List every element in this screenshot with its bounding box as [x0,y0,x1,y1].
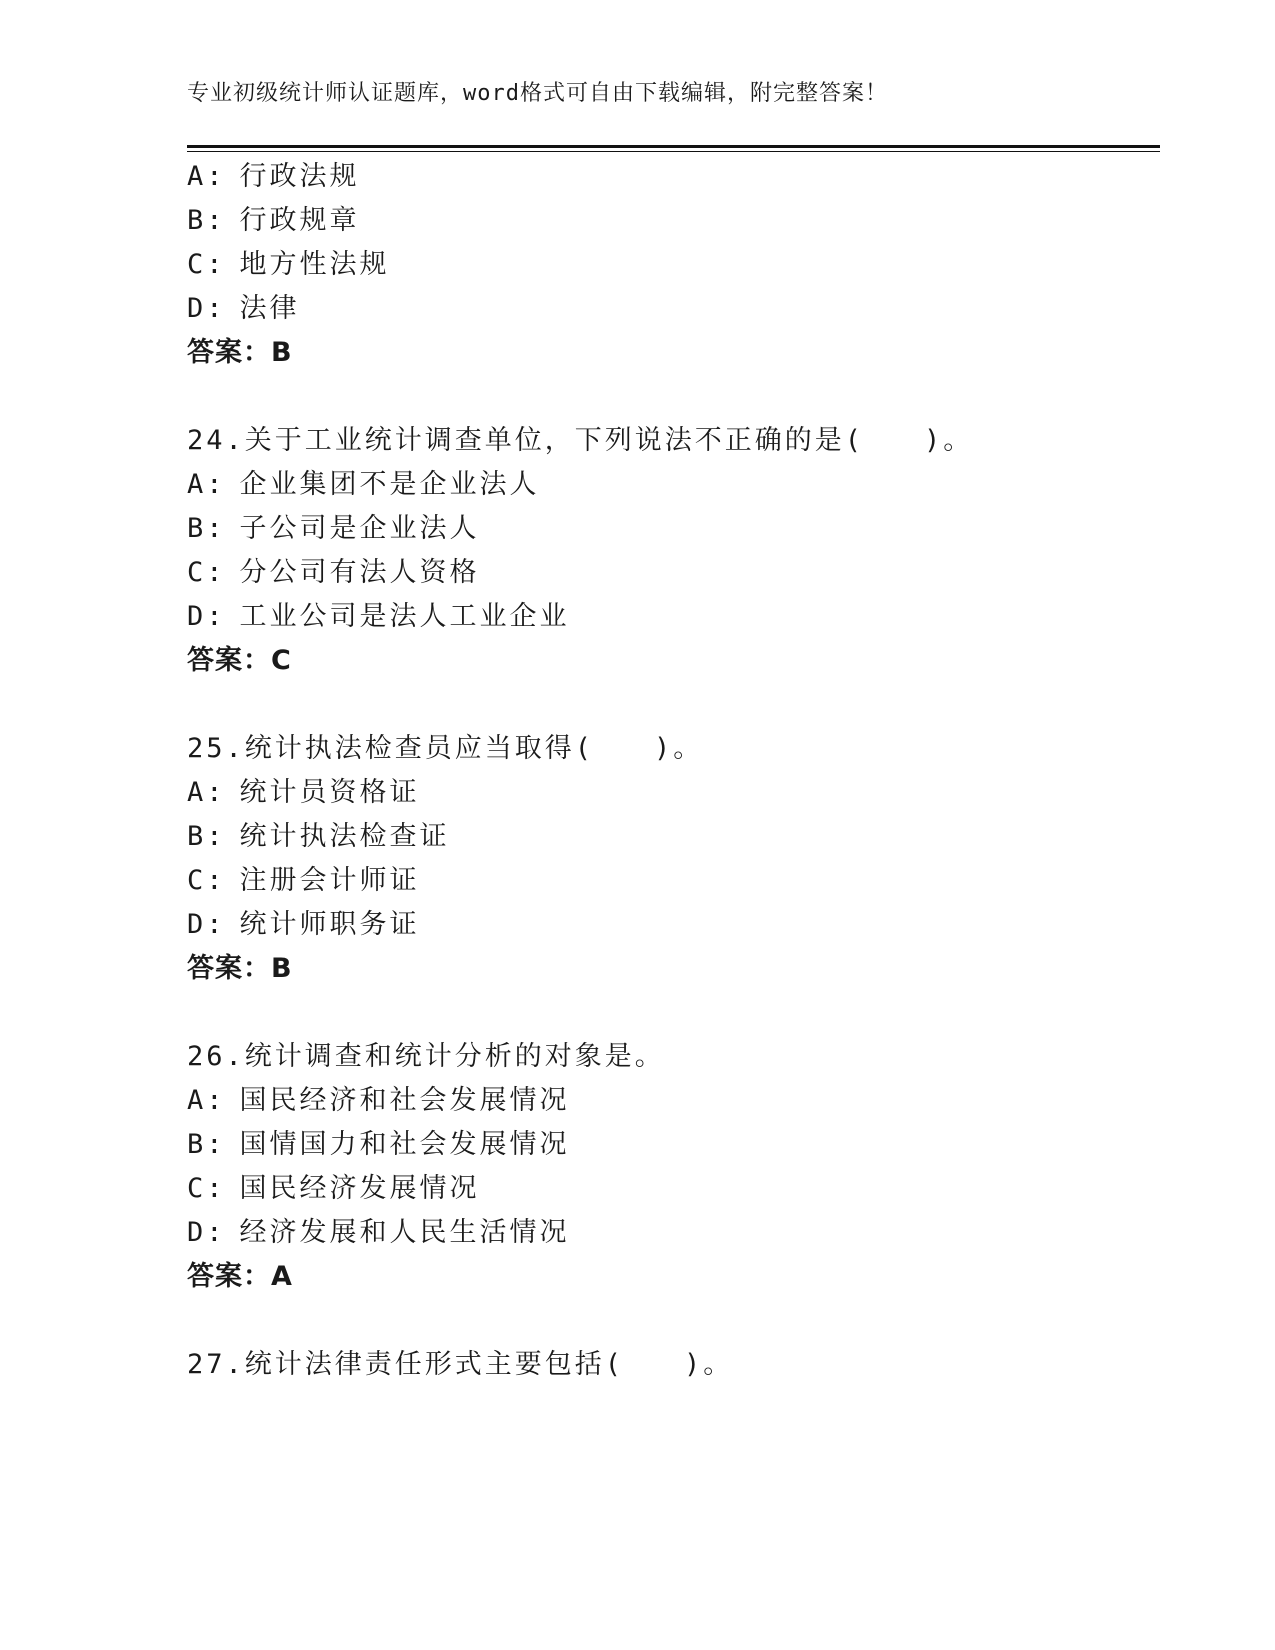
option-text: 注册会计师证 [239,865,420,896]
page-header: 专业初级统计师认证题库，word格式可自由下载编辑，附完整答案！ [187,81,888,106]
question-24-stem: 24.关于工业统计调查单位，下列说法不正确的是( )。 [187,425,974,456]
option-label: D: [187,293,226,324]
prev-option-c [187,251,390,278]
option-text: 经济发展和人民生活情况 [239,1217,570,1248]
q24-option-a [187,471,540,498]
option-text: 统计员资格证 [239,777,420,808]
q24-option-b [187,515,480,542]
option-label: B: [187,821,226,852]
option-label: D: [187,909,226,940]
q24-answer: 答案：C [187,645,292,676]
option-text: 国民经济发展情况 [239,1173,480,1204]
q24-option-d [187,603,570,630]
option-label: C: [187,865,226,896]
q25-option-b [187,823,450,850]
option-text: 行政法规 [239,161,360,192]
q26-option-c [187,1175,480,1202]
option-label: A: [187,161,226,192]
option-text: 地方性法规 [239,249,390,280]
option-label: B: [187,1129,226,1160]
q26-option-b [187,1131,570,1158]
question-25-stem: 25.统计执法检查员应当取得( )。 [187,733,704,764]
q26-option-d [187,1219,570,1246]
option-label: B: [187,513,226,544]
prev-option-a [187,163,360,190]
q25-option-d [187,911,420,938]
header-divider-thick [187,145,1160,148]
q25-option-a [187,779,420,806]
option-label: C: [187,1173,226,1204]
question-26-stem: 26.统计调查和统计分析的对象是。 [187,1041,665,1072]
header-divider-thin [187,151,1160,152]
option-label: A: [187,1085,226,1116]
option-label: A: [187,777,226,808]
option-label: D: [187,601,226,632]
option-text: 行政规章 [239,205,360,236]
prev-option-d [187,295,300,322]
option-text: 子公司是企业法人 [239,513,480,544]
prev-answer: 答案：B [187,337,293,368]
option-text: 分公司有法人资格 [239,557,480,588]
option-text: 统计师职务证 [239,909,420,940]
option-label: C: [187,557,226,588]
option-label: B: [187,205,226,236]
q25-answer: 答案：B [187,953,293,984]
option-label: C: [187,249,226,280]
option-text: 国情国力和社会发展情况 [239,1129,570,1160]
option-label: A: [187,469,226,500]
option-label: D: [187,1217,226,1248]
option-text: 国民经济和社会发展情况 [239,1085,570,1116]
q26-answer: 答案：A [187,1261,293,1292]
option-text: 法律 [239,293,300,324]
q26-option-a [187,1087,570,1114]
option-text: 工业公司是法人工业企业 [239,601,570,632]
option-text: 统计执法检查证 [239,821,450,852]
q25-option-c [187,867,420,894]
q24-option-c [187,559,480,586]
prev-option-b [187,207,360,234]
option-text: 企业集团不是企业法人 [239,469,540,500]
question-27-stem: 27.统计法律责任形式主要包括( )。 [187,1349,734,1380]
